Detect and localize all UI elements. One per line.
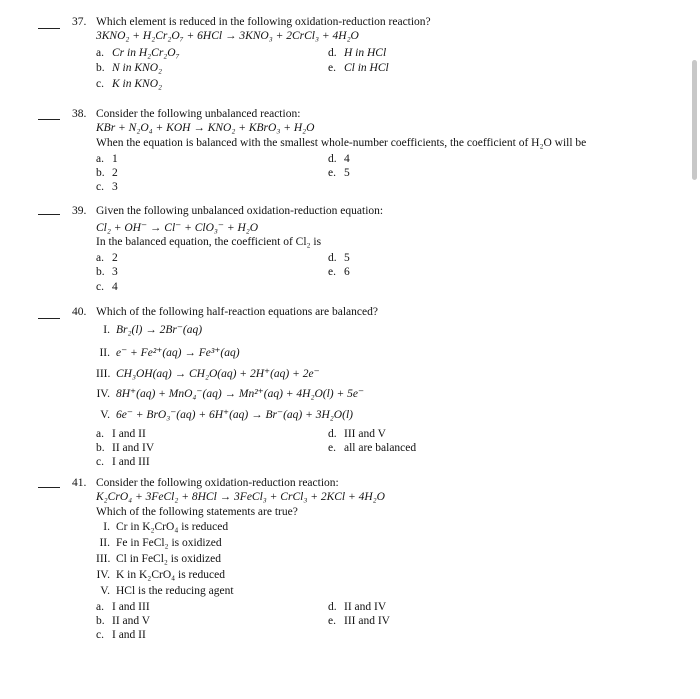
option-a[interactable]: a. I and III [96, 601, 150, 613]
answer-blank[interactable] [38, 318, 60, 319]
answer-blank[interactable] [38, 487, 60, 488]
statement-v: V. HCl is the reducing agent [100, 585, 234, 597]
question-stem: Given the following unbalanced oxidation-reduction equation: [96, 205, 384, 217]
question-stem: Which element is reduced in the following oxidation-reduction reaction? [96, 16, 431, 28]
option-e[interactable]: e. 5 [328, 167, 350, 179]
statement-v: V. 6e⁻ + BrO₃⁻(aq) + 6H⁺(aq) → Br⁻(aq) + 3H₂O(l) [100, 409, 353, 421]
option-b[interactable]: b. II and IV [96, 442, 155, 454]
option-a[interactable]: a. 2 [96, 252, 118, 264]
option-c[interactable]: c. K in KNO₂ [96, 78, 163, 90]
question-number: 37. [72, 16, 87, 28]
option-c[interactable]: c. 3 [96, 181, 118, 193]
question-stem: Consider the following unbalanced reaction: [96, 108, 301, 120]
option-a[interactable]: a. Cr in H₂Cr₂O₇ [96, 47, 180, 59]
option-e[interactable]: e. Cl in HCl [328, 62, 389, 74]
question-number: 39. [72, 205, 87, 217]
question-stem-continued: Which of the following statements are true? [96, 506, 298, 518]
option-d[interactable]: d. 5 [328, 252, 350, 264]
option-d[interactable]: d. III and V [328, 428, 386, 440]
option-c[interactable]: c. I and II [96, 629, 146, 641]
statement-iii: III. Cl in FeCl₂ is oxidized [96, 553, 221, 565]
option-d[interactable]: d. 4 [328, 153, 350, 165]
option-b[interactable]: b. N in KNO₂ [96, 62, 163, 74]
reaction-equation: KBr + N₂O₄ + KOH → KNO₂ + KBrO₃ + H₂O [96, 122, 315, 134]
question-stem: Which of the following half-reaction equations are balanced? [96, 306, 378, 318]
reaction-equation: 3KNO₂ + H₂Cr₂O₇ + 6HCl → 3KNO₃ + 2CrCl₃ + 4H₂O [96, 30, 359, 42]
question-number: 40. [72, 306, 87, 318]
option-d[interactable]: d. II and IV [328, 601, 387, 613]
statement-iv: IV. K in K₂CrO₄ is reduced [96, 569, 225, 581]
scrollbar[interactable] [692, 60, 697, 180]
option-b[interactable]: b. II and V [96, 615, 151, 627]
statement-ii: II. e⁻ + Fe²⁺(aq) → Fe³⁺(aq) [99, 347, 240, 359]
option-c[interactable]: c. 4 [96, 281, 118, 293]
answer-blank[interactable] [38, 28, 60, 29]
option-b[interactable]: b. 2 [96, 167, 118, 179]
option-a[interactable]: a. I and II [96, 428, 146, 440]
option-e[interactable]: e. all are balanced [328, 442, 417, 454]
question-stem: Consider the following oxidation-reduction reaction: [96, 477, 339, 489]
statement-i: I. Br₂(l) → 2Br⁻(aq) [103, 324, 203, 336]
statement-iii: III. CH₃OH(aq) → CH₂O(aq) + 2H⁺(aq) + 2e⁻ [96, 368, 320, 380]
option-e[interactable]: e. 6 [328, 266, 350, 278]
question-stem-continued: When the equation is balanced with the smallest whole-number coefficients, the coefficient of H₂O will be [96, 137, 587, 149]
option-d[interactable]: d. H in HCl [328, 47, 387, 59]
statement-i: I. Cr in K₂CrO₄ is reduced [103, 521, 229, 533]
option-a[interactable]: a. 1 [96, 153, 118, 165]
reaction-equation: Cl₂ + OH⁻ → Cl⁻ + ClO₃⁻ + H₂O [96, 222, 259, 234]
reaction-equation: K₂CrO₄ + 3FeCl₂ + 8HCl → 3FeCl₃ + CrCl₃ + 2KCl + 4H₂O [96, 491, 385, 503]
option-c[interactable]: c. I and III [96, 456, 150, 468]
option-e[interactable]: e. III and IV [328, 615, 390, 627]
option-b[interactable]: b. 3 [96, 266, 118, 278]
question-number: 41. [72, 477, 87, 489]
statement-iv: IV. 8H⁺(aq) + MnO₄⁻(aq) → Mn²⁺(aq) + 4H₂O(l) + 5e⁻ [96, 388, 365, 400]
statement-ii: II. Fe in FeCl₂ is oxidized [99, 537, 222, 549]
question-number: 38. [72, 108, 87, 120]
answer-blank[interactable] [38, 214, 60, 215]
question-stem-continued: In the balanced equation, the coefficient of Cl₂ is [96, 236, 322, 248]
answer-blank[interactable] [38, 119, 60, 120]
